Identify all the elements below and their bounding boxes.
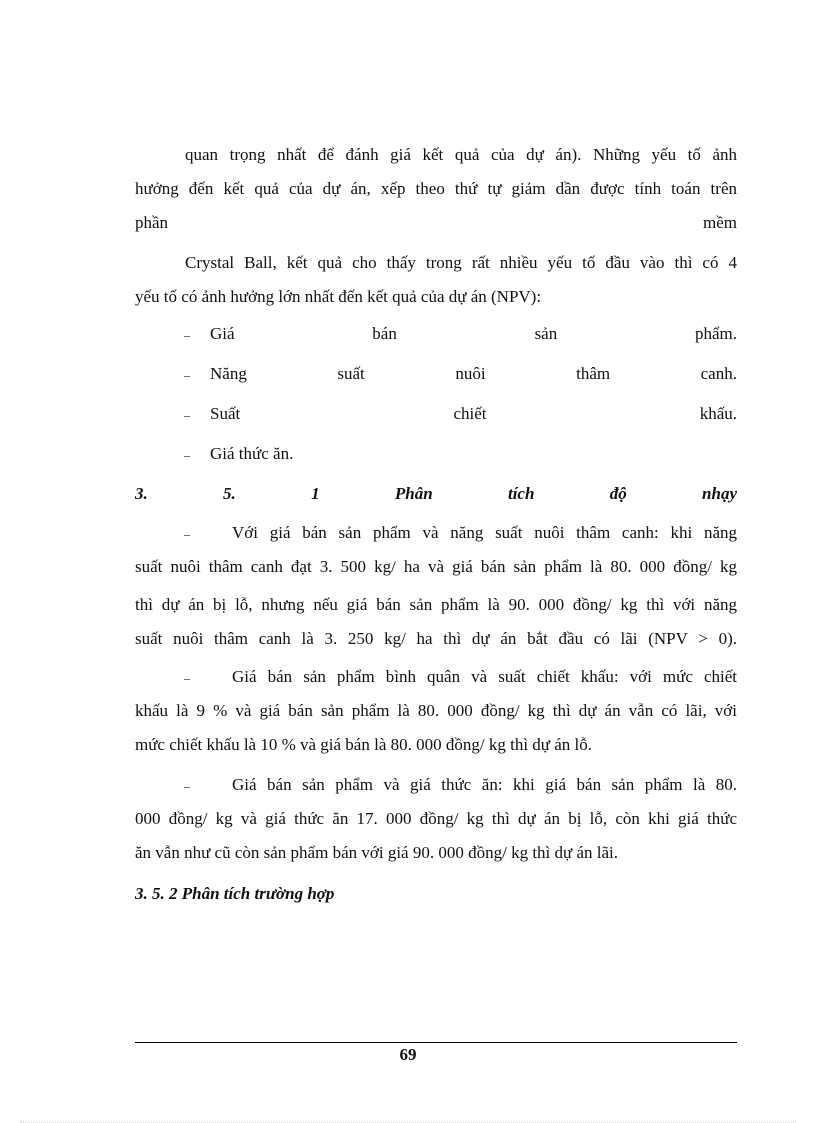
para2-line1: Crystal Ball, kết quả cho thấy trong rất nhiều yếu tố đầu vào thì có 4	[185, 253, 737, 272]
sensitivity-line: suất nuôi thâm canh đạt 3. 500 kg/ ha và giá bán sản phẩm là 80. 000 đồng/ kg	[135, 557, 737, 576]
dash-marker: –	[184, 779, 190, 793]
factor-text: Giá thức ăn.	[210, 444, 294, 463]
word: suất	[337, 364, 365, 383]
footer-divider	[135, 1042, 737, 1043]
para1-line2: hưởng đến kết quả của dự án, xếp theo thứ tự giảm dần được tính toán trên	[135, 179, 737, 198]
word: bán	[372, 324, 397, 343]
sensitivity-line: Giá bán sản phẩm và giá thức ăn: khi giá bán sản phẩm là 80.	[232, 775, 737, 794]
sensitivity-line: 000 đồng/ kg và giá thức ăn 17. 000 đồng/ kg thì dự án bị lỗ, còn khi giá thức	[135, 809, 737, 828]
sensitivity-line: mức chiết khấu là 10 % và giá bán là 80. 000 đồng/ kg thì dự án lỗ.	[135, 735, 593, 754]
sensitivity-line: thì dự án bị lỗ, nhưng nếu giá bán sản phẩm là 90. 000 đồng/ kg thì với năng	[135, 595, 737, 614]
para1-line3	[135, 206, 737, 240]
page-number: 69	[399, 1045, 417, 1064]
sensitivity-item	[135, 660, 737, 762]
word: chiết	[453, 404, 487, 423]
dash-marker: –	[184, 448, 190, 462]
word: nhạy	[702, 484, 737, 503]
dash-marker: –	[184, 368, 190, 382]
factor-item	[135, 394, 737, 434]
sensitivity-line: khấu là 9 % và giá bán sản phẩm là 80. 000 đồng/ kg thì dự án vẫn có lãi, với	[135, 701, 737, 720]
word: Phân	[394, 484, 433, 503]
word: mềm	[703, 213, 737, 232]
section-heading-3-5-1	[135, 474, 737, 514]
factor-item	[135, 434, 737, 474]
sensitivity-item	[135, 768, 737, 870]
sensitivity-item	[135, 516, 737, 656]
word: phần	[135, 213, 169, 232]
section-heading-3-5-2: 3. 5. 2 Phân tích trường hợp	[135, 884, 335, 903]
word: nuôi	[455, 364, 486, 383]
sensitivity-line: Với giá bán sản phẩm và năng suất nuôi thâm canh: khi năng	[232, 523, 737, 542]
factor-item	[135, 354, 737, 394]
word: khấu.	[699, 404, 737, 423]
word: 1	[311, 484, 320, 503]
word: 5.	[223, 484, 236, 503]
sensitivity-line: ăn vẫn như cũ còn sản phẩm bán với giá 90. 000 đồng/ kg thì dự án lãi.	[135, 843, 619, 862]
factor-item	[135, 314, 737, 354]
dash-marker: –	[184, 408, 190, 422]
dash-marker: –	[184, 527, 190, 541]
word: Suất	[210, 404, 241, 423]
word: độ	[609, 484, 627, 503]
word: canh.	[700, 364, 737, 383]
word: thâm	[576, 364, 611, 383]
word: Năng	[210, 364, 247, 383]
word: Giá	[210, 324, 235, 343]
sensitivity-line: suất nuôi thâm canh là 3. 250 kg/ ha thì dự án bắt đầu có lãi (NPV > 0).	[135, 629, 737, 648]
para1-line1: quan trọng nhất để đánh giá kết quả của dự án). Những yếu tố ảnh	[185, 145, 737, 164]
dash-marker: –	[184, 671, 190, 685]
page-body	[135, 138, 737, 914]
sensitivity-line: Giá bán sản phẩm bình quân và suất chiết khấu: với mức chiết	[232, 667, 737, 686]
para2-line2: yếu tố có ảnh hưởng lớn nhất đến kết quả của dự án (NPV):	[135, 287, 542, 306]
dash-marker: –	[184, 328, 190, 342]
word: phẩm.	[694, 324, 737, 343]
word: 3.	[135, 484, 148, 503]
word: tích	[507, 484, 535, 503]
word: sản	[534, 324, 558, 343]
